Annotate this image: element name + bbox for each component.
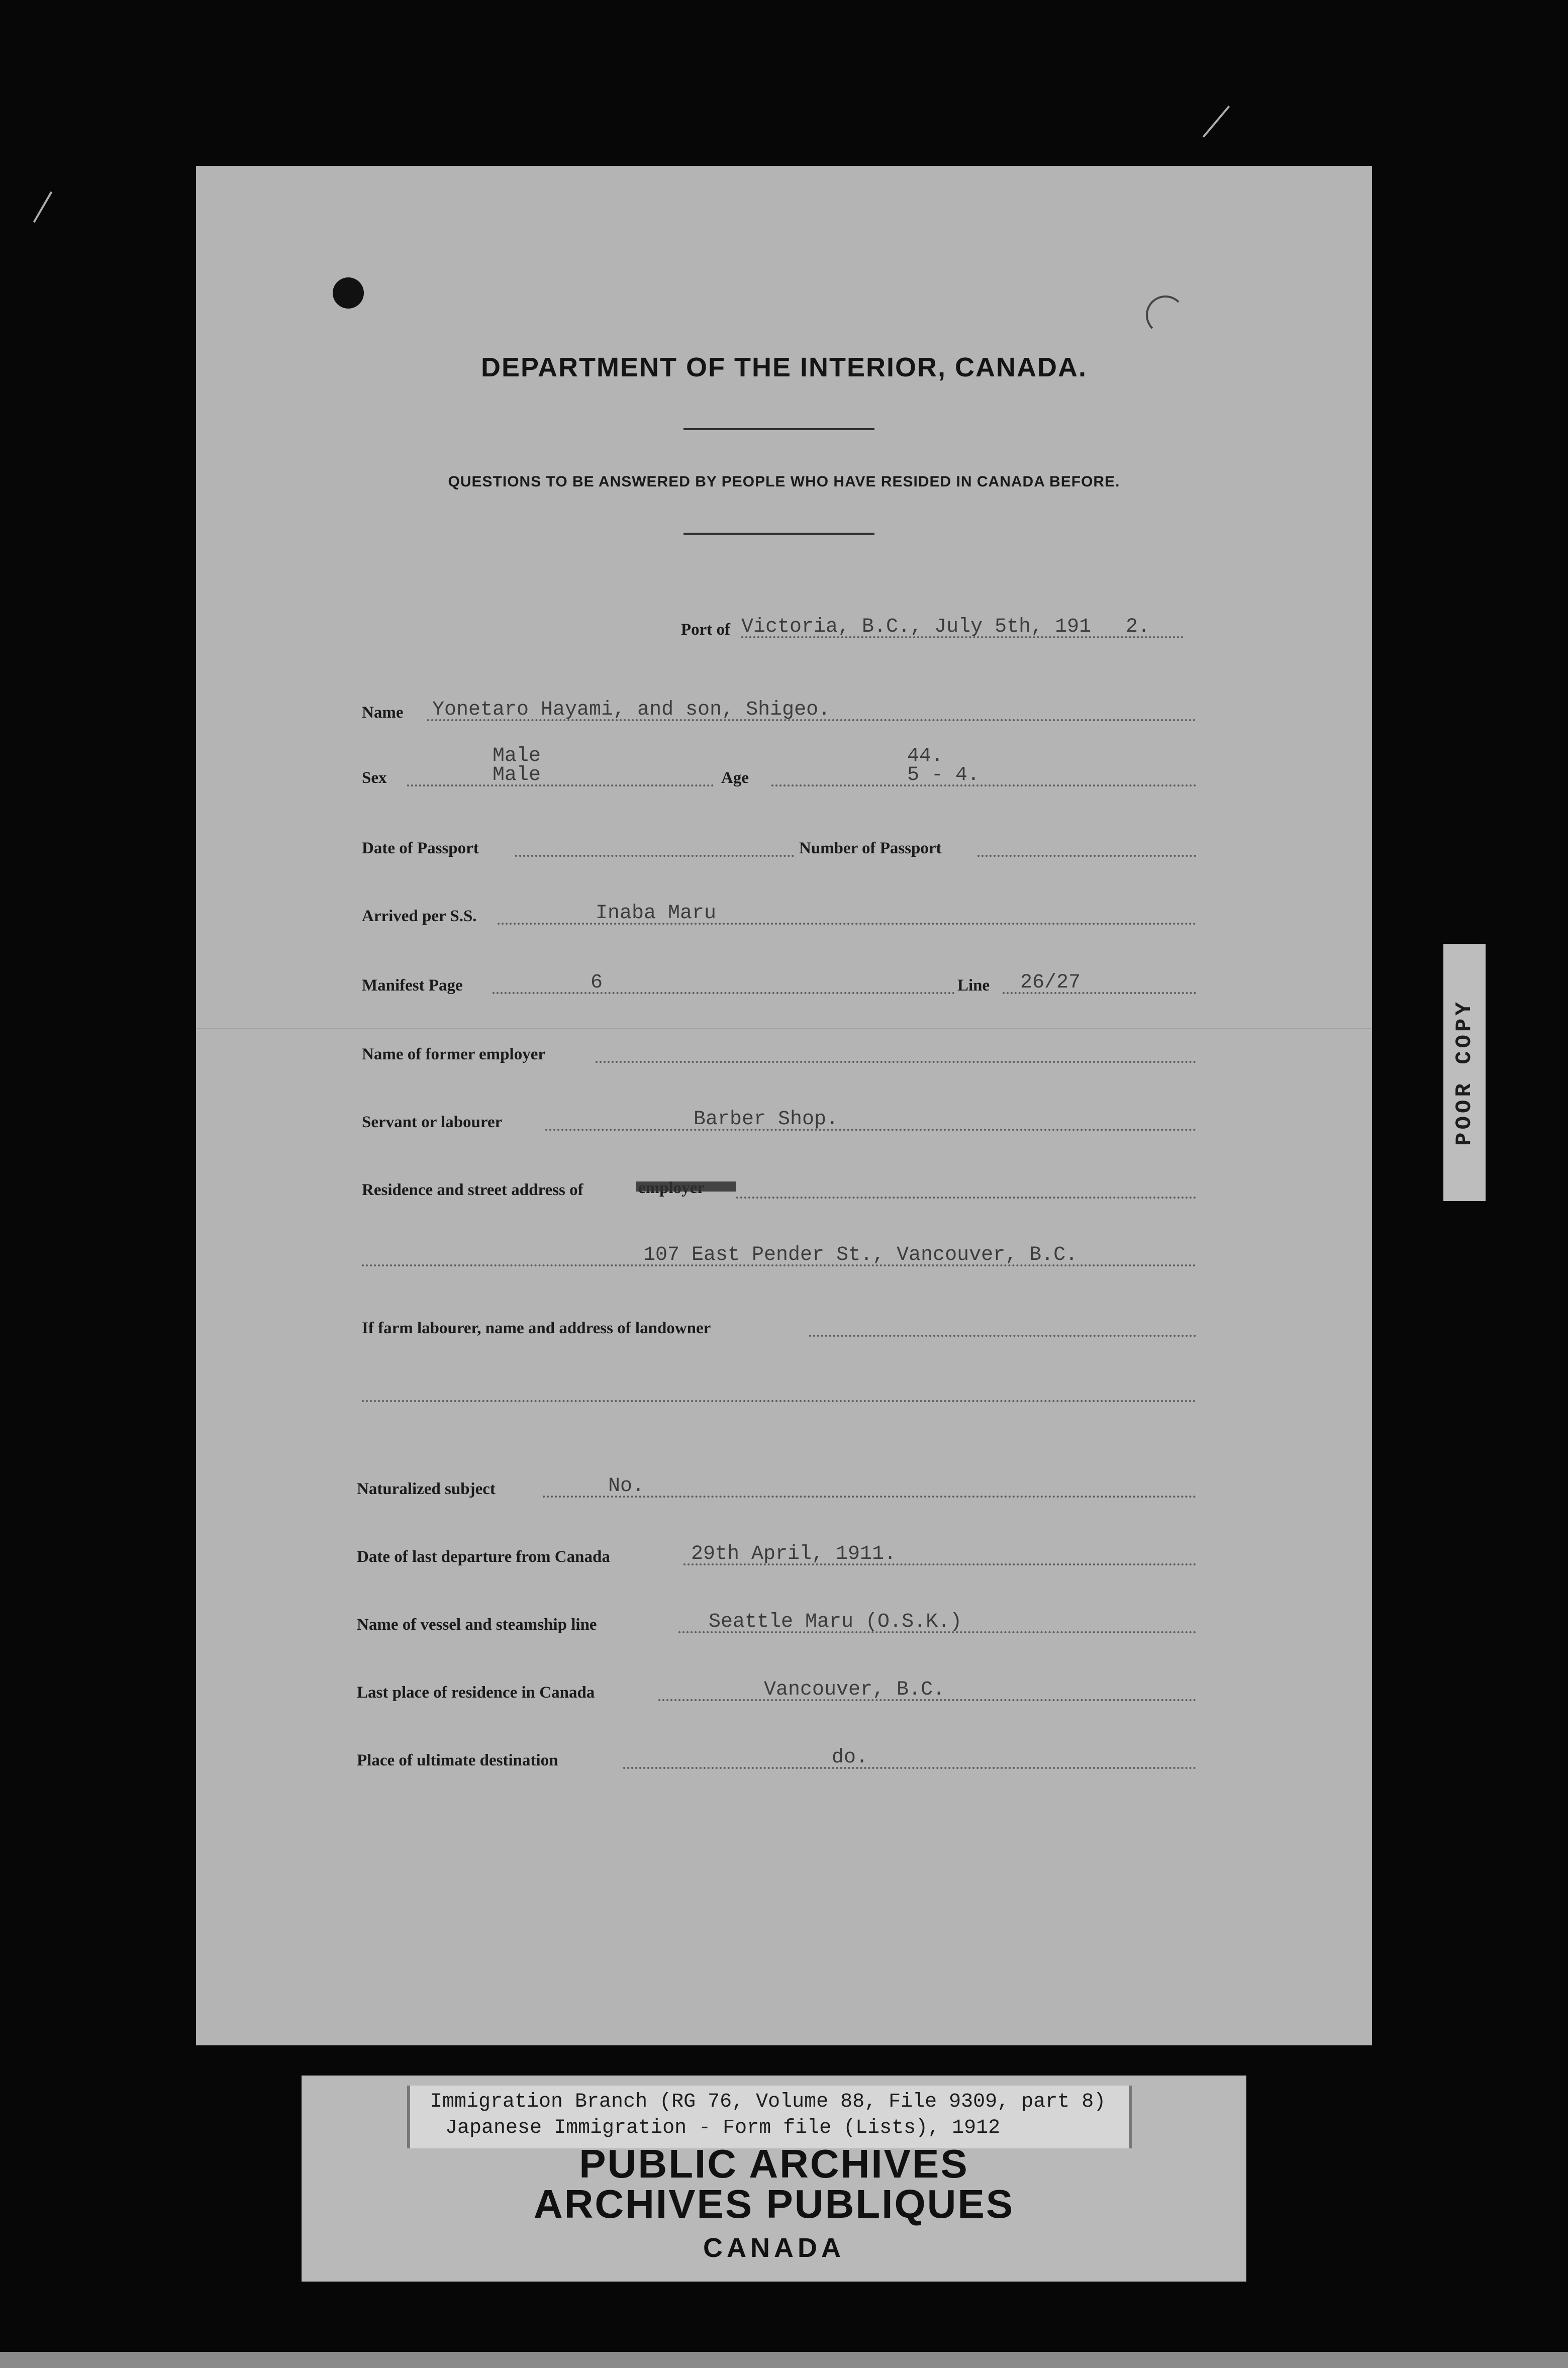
destination-label: Place of ultimate destination — [357, 1751, 558, 1769]
manifest-page-line — [493, 992, 955, 994]
residence-line — [736, 1197, 1196, 1199]
farm-labourer-extra-line — [362, 1377, 1196, 1407]
port-value: Victoria, B.C., July 5th, 191 — [741, 616, 1092, 638]
farm-labourer-field — [362, 1312, 1196, 1342]
arrived-per-value: Inaba Maru — [596, 902, 717, 925]
residence-field — [362, 1173, 1196, 1204]
strike-out-mark — [636, 1181, 736, 1192]
servant-or-labourer-field — [362, 1106, 1196, 1136]
port-year-suffix: 2. — [1126, 616, 1150, 638]
title-rule — [683, 428, 874, 430]
date-of-passport-label: Date of Passport — [362, 839, 479, 857]
sex-label: Sex — [362, 769, 387, 787]
vessel-label: Name of vessel and steamship line — [357, 1616, 597, 1634]
former-employer-field — [362, 1038, 1196, 1068]
film-scratch — [33, 191, 52, 223]
film-edge-strip — [0, 2352, 1568, 2368]
last-departure-label: Date of last departure from Canada — [357, 1548, 610, 1566]
age-field — [721, 745, 1196, 792]
line-label: Line — [957, 976, 990, 995]
former-employer-label: Name of former employer — [362, 1045, 545, 1063]
age-value-2: 5 - 4. — [907, 764, 980, 786]
sex-field — [362, 745, 714, 792]
age-label: Age — [721, 769, 749, 787]
naturalized-field — [357, 1472, 1196, 1503]
servant-or-labourer-value: Barber Shop. — [694, 1108, 839, 1131]
number-of-passport-field — [799, 832, 1196, 862]
farm-labourer-label: If farm labourer, name and address of landowner — [362, 1319, 711, 1337]
form-subtitle: QUESTIONS TO BE ANSWERED BY PEOPLE WHO HAVE RESIDED IN CANADA BEFORE. — [448, 473, 1120, 490]
poor-copy-stamp — [1443, 944, 1486, 1201]
archives-publiques-heading: ARCHIVES PUBLIQUES — [533, 2182, 1015, 2226]
subtitle-rule — [683, 533, 874, 535]
last-residence-label: Last place of residence in Canada — [357, 1684, 595, 1702]
date-of-passport-field — [362, 832, 794, 862]
archive-reference-slip — [407, 2086, 1132, 2148]
date-of-passport-line — [515, 855, 794, 857]
name-label: Name — [362, 704, 404, 722]
punch-hole — [333, 277, 364, 309]
archive-reference-line-1: Immigration Branch (RG 76, Volume 88, File 9309, part 8) — [430, 2091, 1106, 2113]
farm-labourer-line-2 — [362, 1400, 1196, 1402]
last-departure-value: 29th April, 1911. — [691, 1543, 897, 1565]
servant-or-labourer-label: Servant or labourer — [362, 1113, 503, 1131]
sex-line — [407, 784, 714, 786]
canada-heading: CANADA — [703, 2233, 845, 2263]
form-title: DEPARTMENT OF THE INTERIOR, CANADA. — [481, 352, 1087, 382]
residence-address-field — [362, 1241, 1196, 1271]
port-label: Port of — [681, 621, 731, 639]
archive-label — [302, 2076, 1246, 2282]
naturalized-label: Naturalized subject — [357, 1480, 496, 1498]
line-value: 26/27 — [1020, 971, 1081, 994]
sex-value-2: Male — [493, 764, 541, 786]
arrived-per-label: Arrived per S.S. — [362, 907, 477, 925]
port-field — [681, 613, 1184, 643]
name-value: Yonetaro Hayami, and son, Shigeo. — [432, 699, 831, 721]
archive-reference-line-2: Japanese Immigration - Form file (Lists), 1912 — [445, 2117, 1001, 2139]
line-field — [957, 969, 1196, 999]
sex-value-1: Male — [493, 745, 541, 767]
manifest-page-field — [362, 969, 955, 999]
residence-label: Residence and street address of — [362, 1181, 583, 1199]
age-value-1: 44. — [907, 745, 944, 767]
pencil-mark — [1146, 295, 1185, 335]
name-field — [362, 696, 1196, 726]
farm-labourer-line — [809, 1335, 1196, 1337]
number-of-passport-label: Number of Passport — [799, 839, 942, 857]
former-employer-line — [596, 1061, 1196, 1063]
naturalized-value: No. — [608, 1475, 645, 1498]
manifest-page-value: 6 — [591, 971, 603, 994]
film-scratch — [1203, 106, 1230, 138]
last-departure-field — [357, 1540, 1196, 1570]
vessel-field — [357, 1608, 1196, 1638]
number-of-passport-line — [977, 855, 1196, 857]
servant-or-labourer-line — [545, 1129, 1196, 1131]
destination-value: do. — [832, 1746, 868, 1769]
manifest-page-label: Manifest Page — [362, 976, 463, 995]
arrived-per-field — [362, 900, 1196, 930]
vessel-value: Seattle Maru (O.S.K.) — [709, 1611, 962, 1633]
poor-copy-text: POOR COPY — [1452, 999, 1477, 1146]
residence-value: 107 East Pender St., Vancouver, B.C. — [643, 1244, 1078, 1266]
immigration-form — [196, 166, 1372, 2045]
destination-line — [623, 1767, 1196, 1769]
public-archives-heading: PUBLIC ARCHIVES — [579, 2141, 969, 2186]
last-residence-value: Vancouver, B.C. — [764, 1679, 945, 1701]
destination-field — [357, 1744, 1196, 1774]
age-line — [771, 784, 1196, 786]
last-residence-field — [357, 1676, 1196, 1706]
